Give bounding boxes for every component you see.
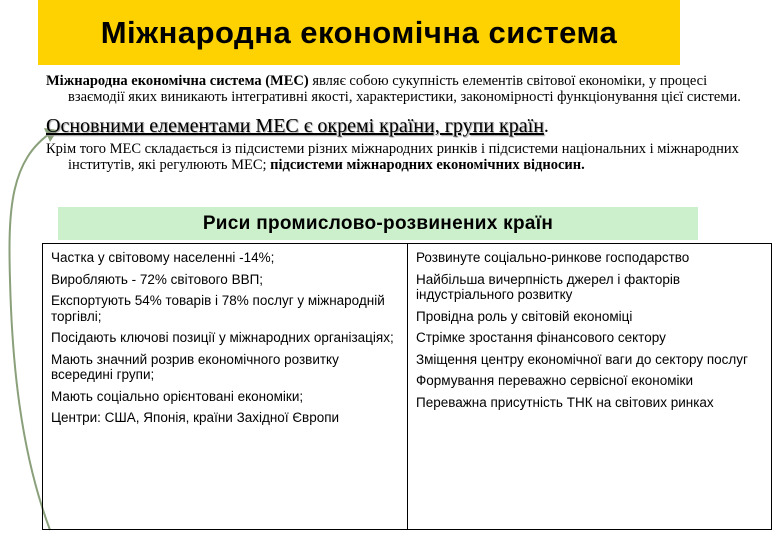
left-column [43,244,408,529]
section-heading-banner [58,207,698,240]
list-item: Зміщення центру економічної ваги до сектору послуг [416,351,748,367]
list-item: Переважна присутність ТНК на світових ринках [416,394,714,410]
list-item: Експортують 54% товарів і 78% послуг у міжнародній торгівлі; [51,293,385,324]
list-item: Розвинуте соціально-ринкове господарство [416,250,690,265]
intro-paragraph-1 [46,74,746,105]
intro-lead: Міжнародна економічна система (МЕС) [46,73,309,89]
list-item: Стрімке зростання фінансового сектору [416,330,666,345]
list-item: Посідають ключові позиції у міжнародних організаціях; [51,330,394,345]
intro-p2-tail: . [543,115,549,137]
intro-text [46,74,746,173]
intro-p3-bold: підсистеми міжнародних економічних відносин. [270,156,585,173]
intro-p1-rest: являє собою сукупність елементів світової економіки, у процесі взаємодії яких виникають інтегративні якості, характеристики, закономірності функціонування цієї системи. [68,73,741,105]
right-column [408,244,771,529]
intro-p3-text: Крім того МЕС складається із підсистеми різних міжнародних ринків і підсистеми національних і міжнародних інститутів, які регулюють МЕС; [46,141,739,173]
intro-paragraph-2 [46,115,746,137]
list-item: Мають значний розрив економічного розвитку всередині групи; [51,351,339,382]
section-heading: Риси промислово-розвинених країн [202,212,554,234]
list-item: Мають соціально орієнтовані економіки; [51,388,304,404]
intro-p2-underlined: Основними елементами МЕС є окремі країни, групи країн [46,115,544,137]
page-title: Міжнародна економічна система [100,14,618,50]
list-item: Центри: США, Японія, країни Західної Європи [51,410,340,425]
features-table [42,243,772,530]
list-item: Найбільша вичерпність джерел і факторів індустріального розвитку [416,271,681,302]
list-item: Виробляють - 72% світового ВВП; [51,271,264,287]
intro-paragraph-3 [46,142,746,173]
list-item: Провідна роль у світовій економіці [416,308,633,324]
list-item: Частка у світовому населенні -14%; [51,250,275,265]
list-item: Формування переважно сервісної економіки [416,373,693,388]
title-banner [38,0,680,65]
